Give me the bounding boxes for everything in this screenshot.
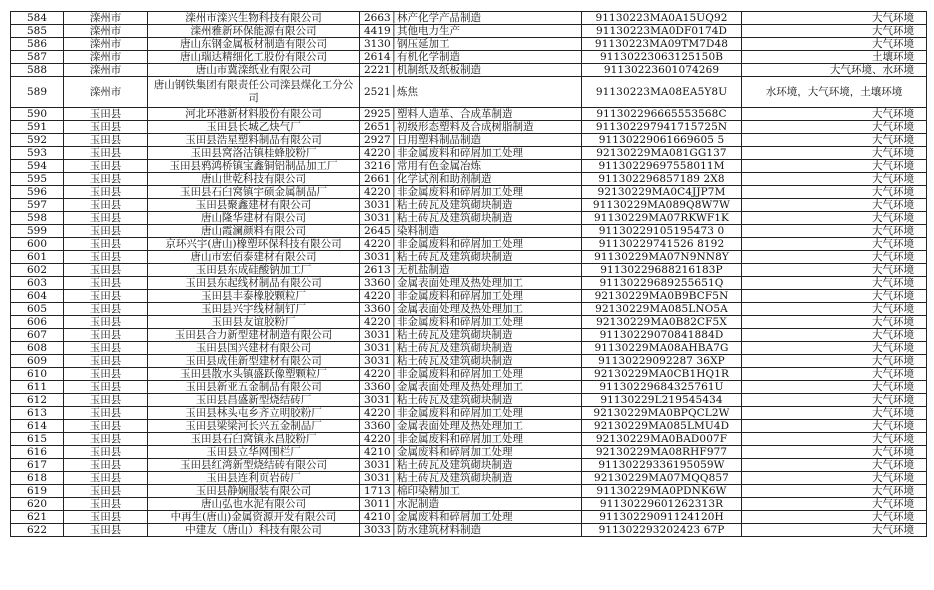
industry-cell: 4210│金属废料和碎屑加工处理 <box>360 511 582 524</box>
county-cell: 玉田县 <box>64 368 148 381</box>
table-row <box>11 64 927 77</box>
company-name-cell: 玉田县丰泰橡胶颗粒厂 <box>148 290 360 303</box>
county-cell: 玉田县 <box>64 381 148 394</box>
row-number-cell: 600 <box>11 238 64 251</box>
environment-type-cell: 土壤环境 <box>742 51 927 64</box>
table-row <box>11 446 927 459</box>
table-row <box>11 199 927 212</box>
county-cell: 玉田县 <box>64 407 148 420</box>
credit-code-cell: 91130229684325761U <box>582 381 742 394</box>
credit-code-cell: 91130229MA089Q8W7W <box>582 199 742 212</box>
environment-type-cell: 大气环境 <box>742 290 927 303</box>
environment-type-cell: 大气环境 <box>742 238 927 251</box>
credit-code-cell: 92130229MA085LNO5A <box>582 303 742 316</box>
industry-cell: 2663│林产化学产品制造 <box>360 12 582 25</box>
company-name-cell: 玉田县长城乙炔气厂 <box>148 121 360 134</box>
company-name-cell: 唐山市冀滦纸业有限公司 <box>148 64 360 77</box>
table-row <box>11 108 927 121</box>
county-cell: 玉田县 <box>64 433 148 446</box>
industry-cell: 3360│金属表面处理及热处理加工 <box>360 381 582 394</box>
company-name-cell: 玉田县聚鑫建材有限公司 <box>148 199 360 212</box>
company-name-cell: 唐山钢铁集团有限责任公司滦县煤化工分公司 <box>148 77 360 108</box>
credit-code-cell: 92130229MA07MQQ857 <box>582 472 742 485</box>
company-name-cell: 中再生(唐山)金属资源开发有限公司 <box>148 511 360 524</box>
industry-cell: 2927│日用塑料制品制造 <box>360 134 582 147</box>
row-number-cell: 607 <box>11 329 64 342</box>
county-cell: 滦州市 <box>64 77 148 108</box>
credit-code-cell: 92130229MA085LMU4D <box>582 420 742 433</box>
credit-code-cell: 92130229MA0CB1HQ1R <box>582 368 742 381</box>
environment-type-cell: 大气环境 <box>742 485 927 498</box>
company-name-cell: 唐山市宏佰泰建材有限公司 <box>148 251 360 264</box>
row-number-cell: 609 <box>11 355 64 368</box>
industry-cell: 2645│染料制造 <box>360 225 582 238</box>
company-name-cell: 滦州雅新环保能源有限公司 <box>148 25 360 38</box>
credit-code-cell: 92130229MA0B82CF5X <box>582 316 742 329</box>
credit-code-cell: 91130229092287 36XP <box>582 355 742 368</box>
company-name-cell: 唐山世乾科技有限公司 <box>148 173 360 186</box>
credit-code-cell: 91130229070841884D <box>582 329 742 342</box>
industry-cell: 3031│粘土砖瓦及建筑砌块制造 <box>360 199 582 212</box>
row-number-cell: 603 <box>11 277 64 290</box>
table-row <box>11 251 927 264</box>
company-name-cell: 玉田县立华网围栏厂 <box>148 446 360 459</box>
environment-type-cell: 大气环境 <box>742 446 927 459</box>
table-row <box>11 173 927 186</box>
environment-type-cell: 大气环境 <box>742 121 927 134</box>
county-cell: 玉田县 <box>64 459 148 472</box>
industry-cell: 4220│非金属废料和碎屑加工处理 <box>360 316 582 329</box>
industry-cell: 2651│初级形态塑料及合成树脂制造 <box>360 121 582 134</box>
row-number-cell: 608 <box>11 342 64 355</box>
credit-code-cell: 911302293202423 67P <box>582 524 742 537</box>
credit-code-cell: 92130229MA0C4JJP7M <box>582 186 742 199</box>
row-number-cell: 619 <box>11 485 64 498</box>
county-cell: 玉田县 <box>64 212 148 225</box>
row-number-cell: 617 <box>11 459 64 472</box>
county-cell: 玉田县 <box>64 186 148 199</box>
company-name-cell: 玉田县散水头镇盛跃像塑颗粒厂 <box>148 368 360 381</box>
environment-type-cell: 大气环境、水环境 <box>742 64 927 77</box>
county-cell: 玉田县 <box>64 225 148 238</box>
table-row <box>11 407 927 420</box>
enterprise-table <box>10 11 927 537</box>
company-name-cell: 玉田县窝洛沽镇桂蜂胶粉厂 <box>148 147 360 160</box>
row-number-cell: 594 <box>11 160 64 173</box>
industry-cell: 3360│金属表面处理及热处理加工 <box>360 420 582 433</box>
industry-cell: 2614│有机化学制造 <box>360 51 582 64</box>
credit-code-cell: 91130229697558011M <box>582 160 742 173</box>
row-number-cell: 601 <box>11 251 64 264</box>
county-cell: 玉田县 <box>64 420 148 433</box>
credit-code-cell: 91130229MA08AHBA7G <box>582 342 742 355</box>
industry-cell: 2925│塑料人造革、合成革制造 <box>360 108 582 121</box>
industry-cell: 3031│粘土砖瓦及建筑砌块制造 <box>360 459 582 472</box>
credit-code-cell: 91130229336195059W <box>582 459 742 472</box>
environment-type-cell: 大气环境 <box>742 355 927 368</box>
county-cell: 玉田县 <box>64 290 148 303</box>
row-number-cell: 602 <box>11 264 64 277</box>
table-row <box>11 277 927 290</box>
row-number-cell: 593 <box>11 147 64 160</box>
county-cell: 玉田县 <box>64 303 148 316</box>
county-cell: 玉田县 <box>64 394 148 407</box>
row-number-cell: 584 <box>11 12 64 25</box>
environment-type-cell: 大气环境 <box>742 420 927 433</box>
environment-type-cell: 大气环境 <box>742 108 927 121</box>
company-name-cell: 河北环港新材料股份有限公司 <box>148 108 360 121</box>
table-row <box>11 38 927 51</box>
industry-cell: 4419│其他电力生产 <box>360 25 582 38</box>
environment-type-cell: 大气环境 <box>742 511 927 524</box>
table-row <box>11 524 927 537</box>
table-body <box>11 12 927 537</box>
environment-type-cell: 大气环境 <box>742 381 927 394</box>
row-number-cell: 622 <box>11 524 64 537</box>
table-row <box>11 147 927 160</box>
company-name-cell: 玉田县国兴建材有限公司 <box>148 342 360 355</box>
company-name-cell: 玉田县林头屯乡齐立明胶粉厂 <box>148 407 360 420</box>
industry-cell: 2221│机制纸及纸板制造 <box>360 64 582 77</box>
credit-code-cell: 91130223MA0A15UQ92 <box>582 12 742 25</box>
row-number-cell: 611 <box>11 381 64 394</box>
county-cell: 玉田县 <box>64 147 148 160</box>
environment-type-cell: 大气环境 <box>742 342 927 355</box>
industry-cell: 4220│非金属废料和碎屑加工处理 <box>360 147 582 160</box>
company-name-cell: 玉田县石臼窝镇永昌胶粉厂 <box>148 433 360 446</box>
environment-type-cell: 大气环境 <box>742 329 927 342</box>
credit-code-cell: 91130223063125150B <box>582 51 742 64</box>
industry-cell: 4220│非金属废料和碎屑加工处理 <box>360 368 582 381</box>
credit-code-cell: 91130229MA07N9NN8Y <box>582 251 742 264</box>
environment-type-cell: 大气环境 <box>742 303 927 316</box>
industry-cell: 3031│粘土砖瓦及建筑砌块制造 <box>360 394 582 407</box>
county-cell: 玉田县 <box>64 446 148 459</box>
county-cell: 玉田县 <box>64 121 148 134</box>
credit-code-cell: 92130229MA081GG137 <box>582 147 742 160</box>
county-cell: 滦州市 <box>64 51 148 64</box>
environment-type-cell: 大气环境 <box>742 199 927 212</box>
credit-code-cell: 92130229MA0BPQCL2W <box>582 407 742 420</box>
county-cell: 玉田县 <box>64 524 148 537</box>
row-number-cell: 586 <box>11 38 64 51</box>
table-row <box>11 485 927 498</box>
industry-cell: 4220│非金属废料和碎屑加工处理 <box>360 290 582 303</box>
industry-cell: 4210│金属废料和碎屑加工处理 <box>360 446 582 459</box>
county-cell: 滦州市 <box>64 12 148 25</box>
industry-cell: 2613│无机盐制造 <box>360 264 582 277</box>
row-number-cell: 588 <box>11 64 64 77</box>
environment-type-cell: 大气环境 <box>742 251 927 264</box>
county-cell: 玉田县 <box>64 160 148 173</box>
county-cell: 玉田县 <box>64 251 148 264</box>
company-name-cell: 唐山弘也水泥有限公司 <box>148 498 360 511</box>
company-name-cell: 玉田县静娴服装有限公司 <box>148 485 360 498</box>
industry-cell: 3031│粘土砖瓦及建筑砌块制造 <box>360 342 582 355</box>
credit-code-cell: 911302297941715725N <box>582 121 742 134</box>
environment-type-cell: 大气环境 <box>742 264 927 277</box>
row-number-cell: 613 <box>11 407 64 420</box>
table-row <box>11 134 927 147</box>
industry-cell: 3360│金属表面处理及热处理加工 <box>360 303 582 316</box>
environment-type-cell: 大气环境 <box>742 498 927 511</box>
credit-code-cell: 92130229MA08RHF977 <box>582 446 742 459</box>
industry-cell: 3031│粘土砖瓦及建筑砌块制造 <box>360 329 582 342</box>
environment-type-cell: 大气环境 <box>742 25 927 38</box>
table-row <box>11 498 927 511</box>
county-cell: 滦州市 <box>64 25 148 38</box>
environment-type-cell: 大气环境 <box>742 459 927 472</box>
row-number-cell: 618 <box>11 472 64 485</box>
table-row <box>11 212 927 225</box>
company-name-cell: 玉田县合力新型建材制造有限公司 <box>148 329 360 342</box>
county-cell: 玉田县 <box>64 511 148 524</box>
table-row <box>11 394 927 407</box>
county-cell: 玉田县 <box>64 329 148 342</box>
table-row <box>11 77 927 108</box>
county-cell: 玉田县 <box>64 472 148 485</box>
credit-code-cell: 911302296665553568C <box>582 108 742 121</box>
row-number-cell: 610 <box>11 368 64 381</box>
row-number-cell: 587 <box>11 51 64 64</box>
industry-cell: 4220│非金属废料和碎屑加工处理 <box>360 407 582 420</box>
row-number-cell: 590 <box>11 108 64 121</box>
company-name-cell: 唐山隆华建材有限公司 <box>148 212 360 225</box>
credit-code-cell: 92130229MA0BAD007F <box>582 433 742 446</box>
county-cell: 玉田县 <box>64 238 148 251</box>
county-cell: 滦州市 <box>64 64 148 77</box>
table-row <box>11 225 927 238</box>
table-row <box>11 329 927 342</box>
row-number-cell: 614 <box>11 420 64 433</box>
row-number-cell: 599 <box>11 225 64 238</box>
table-row <box>11 459 927 472</box>
table-row <box>11 472 927 485</box>
environment-type-cell: 大气环境 <box>742 173 927 186</box>
industry-cell: 3011│水泥制造 <box>360 498 582 511</box>
industry-cell: 3360│金属表面处理及热处理加工 <box>360 277 582 290</box>
credit-code-cell: 91130229601262313R <box>582 498 742 511</box>
table-row <box>11 186 927 199</box>
credit-code-cell: 91130229091124120H <box>582 511 742 524</box>
county-cell: 玉田县 <box>64 355 148 368</box>
county-cell: 玉田县 <box>64 108 148 121</box>
company-name-cell: 玉田县兴宇线材制钉厂 <box>148 303 360 316</box>
industry-cell: 3031│粘土砖瓦及建筑砌块制造 <box>360 212 582 225</box>
row-number-cell: 589 <box>11 77 64 108</box>
company-name-cell: 玉田县昌盛新型烧结砖厂 <box>148 394 360 407</box>
environment-type-cell: 大气环境 <box>742 368 927 381</box>
environment-type-cell: 大气环境 <box>742 212 927 225</box>
row-number-cell: 612 <box>11 394 64 407</box>
company-name-cell: 滦州市滦兴生物科技有限公司 <box>148 12 360 25</box>
county-cell: 玉田县 <box>64 173 148 186</box>
row-number-cell: 596 <box>11 186 64 199</box>
company-name-cell: 玉田县成佳新型建材有限公司 <box>148 355 360 368</box>
company-name-cell: 玉田县东成硅酸钠加工厂 <box>148 264 360 277</box>
company-name-cell: 京环兴宇(唐山)橡塑环保科技有限公司 <box>148 238 360 251</box>
row-number-cell: 621 <box>11 511 64 524</box>
company-name-cell: 唐山瑞达精细化工股份有限公司 <box>148 51 360 64</box>
credit-code-cell: 91130229061669605 5 <box>582 134 742 147</box>
county-cell: 玉田县 <box>64 199 148 212</box>
row-number-cell: 620 <box>11 498 64 511</box>
company-name-cell: 唐山东钢金属板材制造有限公司 <box>148 38 360 51</box>
table-row <box>11 420 927 433</box>
industry-cell: 4220│非金属废料和碎屑加工处理 <box>360 433 582 446</box>
credit-code-cell: 91130229MA07RKWF1K <box>582 212 742 225</box>
company-name-cell: 玉田县鸦鸿桥镇宝鑫铜铝制品加工厂 <box>148 160 360 173</box>
row-number-cell: 605 <box>11 303 64 316</box>
row-number-cell: 592 <box>11 134 64 147</box>
table-row <box>11 12 927 25</box>
environment-type-cell: 大气环境 <box>742 433 927 446</box>
company-name-cell: 玉田县红湾新型烧结砖有限公司 <box>148 459 360 472</box>
credit-code-cell: 91130229689255651Q <box>582 277 742 290</box>
table-row <box>11 433 927 446</box>
credit-code-cell: 91130223MA08EA5Y8U <box>582 77 742 108</box>
environment-type-cell: 大气环境 <box>742 316 927 329</box>
table-row <box>11 303 927 316</box>
company-name-cell: 中建友（唐山）科技有限公司 <box>148 524 360 537</box>
credit-code-cell: 91130229L219545434 <box>582 394 742 407</box>
environment-type-cell: 大气环境 <box>742 134 927 147</box>
industry-cell: 3031│粘土砖瓦及建筑砌块制造 <box>360 355 582 368</box>
credit-code-cell: 91130223MA09TM7D48 <box>582 38 742 51</box>
industry-cell: 3033│防水建筑材料制造 <box>360 524 582 537</box>
table-row <box>11 290 927 303</box>
company-name-cell: 玉田县友谊胶粉厂 <box>148 316 360 329</box>
credit-code-cell: 91130229741526 8192 <box>582 238 742 251</box>
environment-type-cell: 大气环境 <box>742 407 927 420</box>
county-cell: 玉田县 <box>64 316 148 329</box>
table-row <box>11 51 927 64</box>
industry-cell: 1713│棉印染精加工 <box>360 485 582 498</box>
table-row <box>11 355 927 368</box>
row-number-cell: 598 <box>11 212 64 225</box>
environment-type-cell: 大气环境 <box>742 225 927 238</box>
table-row <box>11 160 927 173</box>
environment-type-cell: 大气环境 <box>742 524 927 537</box>
row-number-cell: 597 <box>11 199 64 212</box>
table-row <box>11 316 927 329</box>
county-cell: 玉田县 <box>64 498 148 511</box>
environment-type-cell: 大气环境 <box>742 472 927 485</box>
company-name-cell: 玉田县浩星塑料制品有限公司 <box>148 134 360 147</box>
environment-type-cell: 大气环境 <box>742 12 927 25</box>
credit-code-cell: 911302296857189 2X8 <box>582 173 742 186</box>
table-row <box>11 368 927 381</box>
credit-code-cell: 92130229MA0B9BCF5N <box>582 290 742 303</box>
environment-type-cell: 水环境，大气环境，土壤环境 <box>742 77 927 108</box>
credit-code-cell: 91130229MA0PDNK6W <box>582 485 742 498</box>
county-cell: 玉田县 <box>64 277 148 290</box>
environment-type-cell: 大气环境 <box>742 186 927 199</box>
company-name-cell: 唐山霞澜颜料有限公司 <box>148 225 360 238</box>
row-number-cell: 615 <box>11 433 64 446</box>
table-row <box>11 264 927 277</box>
table-row <box>11 342 927 355</box>
industry-cell: 4220│非金属废料和碎屑加工处理 <box>360 186 582 199</box>
environment-type-cell: 大气环境 <box>742 38 927 51</box>
industry-cell: 3130│钢压延加工 <box>360 38 582 51</box>
county-cell: 玉田县 <box>64 264 148 277</box>
row-number-cell: 616 <box>11 446 64 459</box>
company-name-cell: 玉田县东起线材制品有限公司 <box>148 277 360 290</box>
company-name-cell: 玉田县新亚五金制品有限公司 <box>148 381 360 394</box>
company-name-cell: 玉田县梁梁河长兴五金制品厂 <box>148 420 360 433</box>
environment-type-cell: 大气环境 <box>742 277 927 290</box>
table-row <box>11 511 927 524</box>
enterprise-list-page <box>10 11 926 537</box>
row-number-cell: 595 <box>11 173 64 186</box>
row-number-cell: 585 <box>11 25 64 38</box>
table-row <box>11 25 927 38</box>
industry-cell: 3031│粘土砖瓦及建筑砌块制造 <box>360 251 582 264</box>
industry-cell: 3031│粘土砖瓦及建筑砌块制造 <box>360 472 582 485</box>
credit-code-cell: 91130223MA0DF0174D <box>582 25 742 38</box>
industry-cell: 3216│常用有色金属冶炼 <box>360 160 582 173</box>
industry-cell: 2521│炼焦 <box>360 77 582 108</box>
industry-cell: 2661│化学试剂和助剂制造 <box>360 173 582 186</box>
table-row <box>11 238 927 251</box>
row-number-cell: 604 <box>11 290 64 303</box>
credit-code-cell: 91130223601074269 <box>582 64 742 77</box>
county-cell: 滦州市 <box>64 38 148 51</box>
table-row <box>11 381 927 394</box>
environment-type-cell: 大气环境 <box>742 147 927 160</box>
county-cell: 玉田县 <box>64 134 148 147</box>
environment-type-cell: 大气环境 <box>742 160 927 173</box>
row-number-cell: 606 <box>11 316 64 329</box>
credit-code-cell: 91130229688216183P <box>582 264 742 277</box>
environment-type-cell: 大气环境 <box>742 394 927 407</box>
county-cell: 玉田县 <box>64 485 148 498</box>
table-row <box>11 121 927 134</box>
company-name-cell: 玉田县连利页岩砖厂 <box>148 472 360 485</box>
industry-cell: 4220│非金属废料和碎屑加工处理 <box>360 238 582 251</box>
row-number-cell: 591 <box>11 121 64 134</box>
county-cell: 玉田县 <box>64 342 148 355</box>
company-name-cell: 玉田县石臼窝镇宇硕金属制品厂 <box>148 186 360 199</box>
credit-code-cell: 91130229105195473 0 <box>582 225 742 238</box>
